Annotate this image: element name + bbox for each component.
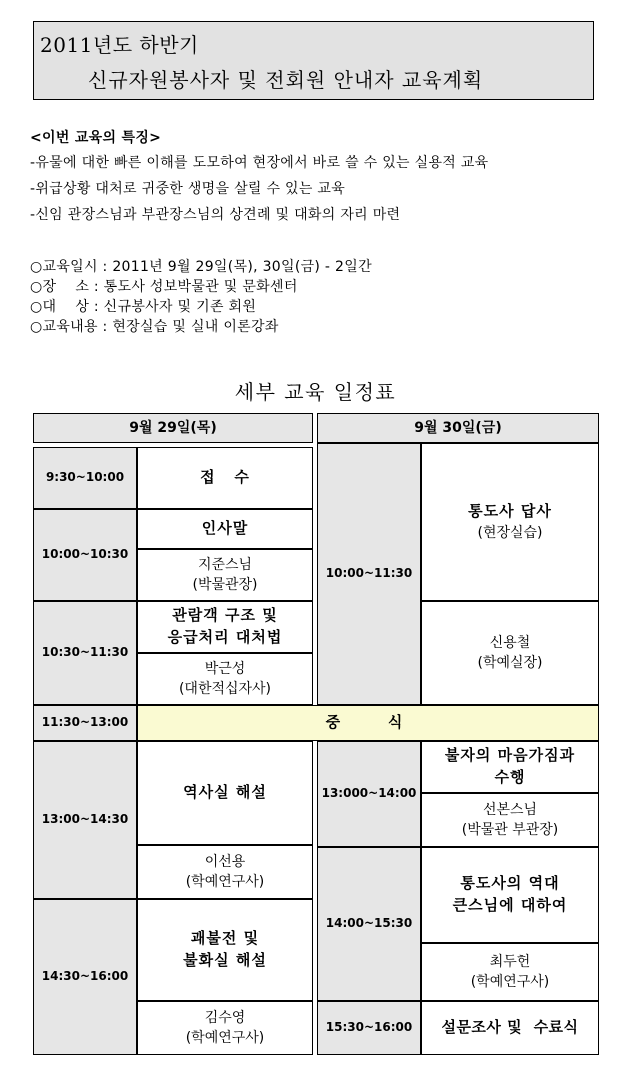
activity-line: 통도사의 역대 xyxy=(460,874,560,893)
presenter-role: (학예연구사) xyxy=(185,1030,265,1046)
day2-presenter-3 xyxy=(421,943,599,1001)
lunch-label: 중 식 xyxy=(137,705,599,741)
presenter-role: (학예연구사) xyxy=(470,974,550,990)
day1-presenter-5 xyxy=(137,845,313,899)
day1-activity-registration: 접 수 xyxy=(137,447,313,509)
day2-activity-mindset xyxy=(421,741,599,793)
day2-time-2: 13:000~14:00 xyxy=(317,741,421,847)
day1-time-1: 9:30~10:00 xyxy=(33,447,137,509)
day2-activity-closing: 설문조사 및 수료식 xyxy=(421,1001,599,1055)
day2-activity-tour xyxy=(421,443,599,601)
day1-activity-history-hall: 역사실 해설 xyxy=(137,741,313,845)
day2-activity-monks xyxy=(421,847,599,943)
presenter-name: 박근성 xyxy=(204,660,246,677)
presenter-name: 최두헌 xyxy=(489,953,531,970)
feature-item: -위급상황 대처로 귀중한 생명을 살릴 수 있는 교육 xyxy=(30,181,346,197)
activity-line: 수행 xyxy=(494,768,526,786)
day2-header: 9월 30일(금) xyxy=(317,413,599,443)
lunch-time: 11:30~13:00 xyxy=(33,705,137,741)
day1-time-6: 14:30~16:00 xyxy=(33,899,137,1055)
day1-time-3: 10:30~11:30 xyxy=(33,601,137,705)
presenter-name: 신용철 xyxy=(489,634,531,651)
schedule-title: 세부 교육 일정표 xyxy=(234,380,397,404)
day1-presenter-6 xyxy=(137,1001,313,1055)
activity-line: 응급처리 대처법 xyxy=(167,628,283,646)
activity-line: 불자의 마음가짐과 xyxy=(444,746,576,765)
day1-time-2: 10:00~10:30 xyxy=(33,509,137,601)
presenter-name: 지준스님 xyxy=(197,556,253,573)
day1-activity-first-aid xyxy=(137,601,313,653)
day2-presenter-1 xyxy=(421,601,599,705)
day1-activity-greeting: 인사말 xyxy=(137,509,313,549)
title-line-2: 신규자원봉사자 및 전회원 안내자 교육계획 xyxy=(88,68,484,92)
day2-time-4: 15:30~16:00 xyxy=(317,1001,421,1055)
activity-line: 관람객 구조 및 xyxy=(172,606,278,625)
presenter-name: 이선용 xyxy=(204,853,246,870)
schedule-table xyxy=(33,413,599,1055)
info-target: ○대 상 : 신규봉사자 및 기존 회원 xyxy=(30,299,257,315)
features-heading: <이번 교육의 특징> xyxy=(30,130,162,146)
presenter-role: (박물관 부관장) xyxy=(461,822,559,838)
info-place: ○장 소 : 통도사 성보박물관 및 문화센터 xyxy=(30,279,298,295)
presenter-role: (학예실장) xyxy=(477,655,543,671)
day2-time-1: 10:00~11:30 xyxy=(317,443,421,705)
activity-subline: (현장실습) xyxy=(477,524,543,541)
presenter-role: (박물관장) xyxy=(192,577,258,593)
activity-line: 통도사 답사 xyxy=(468,501,552,520)
presenter-role: (학예연구사) xyxy=(185,874,265,890)
activity-line: 큰스님에 대하여 xyxy=(452,896,568,914)
info-date: ○교육일시 : 2011년 9월 29일(목), 30일(금) - 2일간 xyxy=(30,259,372,275)
presenter-name: 김수영 xyxy=(204,1009,246,1026)
title-box xyxy=(33,21,594,100)
feature-item: -신임 관장스님과 부관장스님의 상견례 및 대화의 자리 마련 xyxy=(30,207,401,223)
feature-item: -유물에 대한 빠른 이해를 도모하여 현장에서 바로 쓸 수 있는 실용적 교육 xyxy=(30,155,489,171)
day1-presenter-2 xyxy=(137,549,313,601)
info-content: ○교육내용 : 현장실습 및 실내 이론강좌 xyxy=(30,319,279,335)
day1-activity-painting-hall xyxy=(137,899,313,1001)
day1-presenter-3 xyxy=(137,653,313,705)
day2-time-3: 14:00~15:30 xyxy=(317,847,421,1001)
day1-time-5: 13:00~14:30 xyxy=(33,741,137,899)
presenter-name: 선본스님 xyxy=(482,801,538,818)
day1-header: 9월 29일(목) xyxy=(33,413,313,443)
presenter-role: (대한적십자사) xyxy=(178,681,272,697)
activity-line: 불화실 해설 xyxy=(183,951,267,969)
day2-presenter-2 xyxy=(421,793,599,847)
activity-line: 괘불전 및 xyxy=(190,929,260,948)
title-line-1: 2011년도 하반기 xyxy=(40,33,199,57)
